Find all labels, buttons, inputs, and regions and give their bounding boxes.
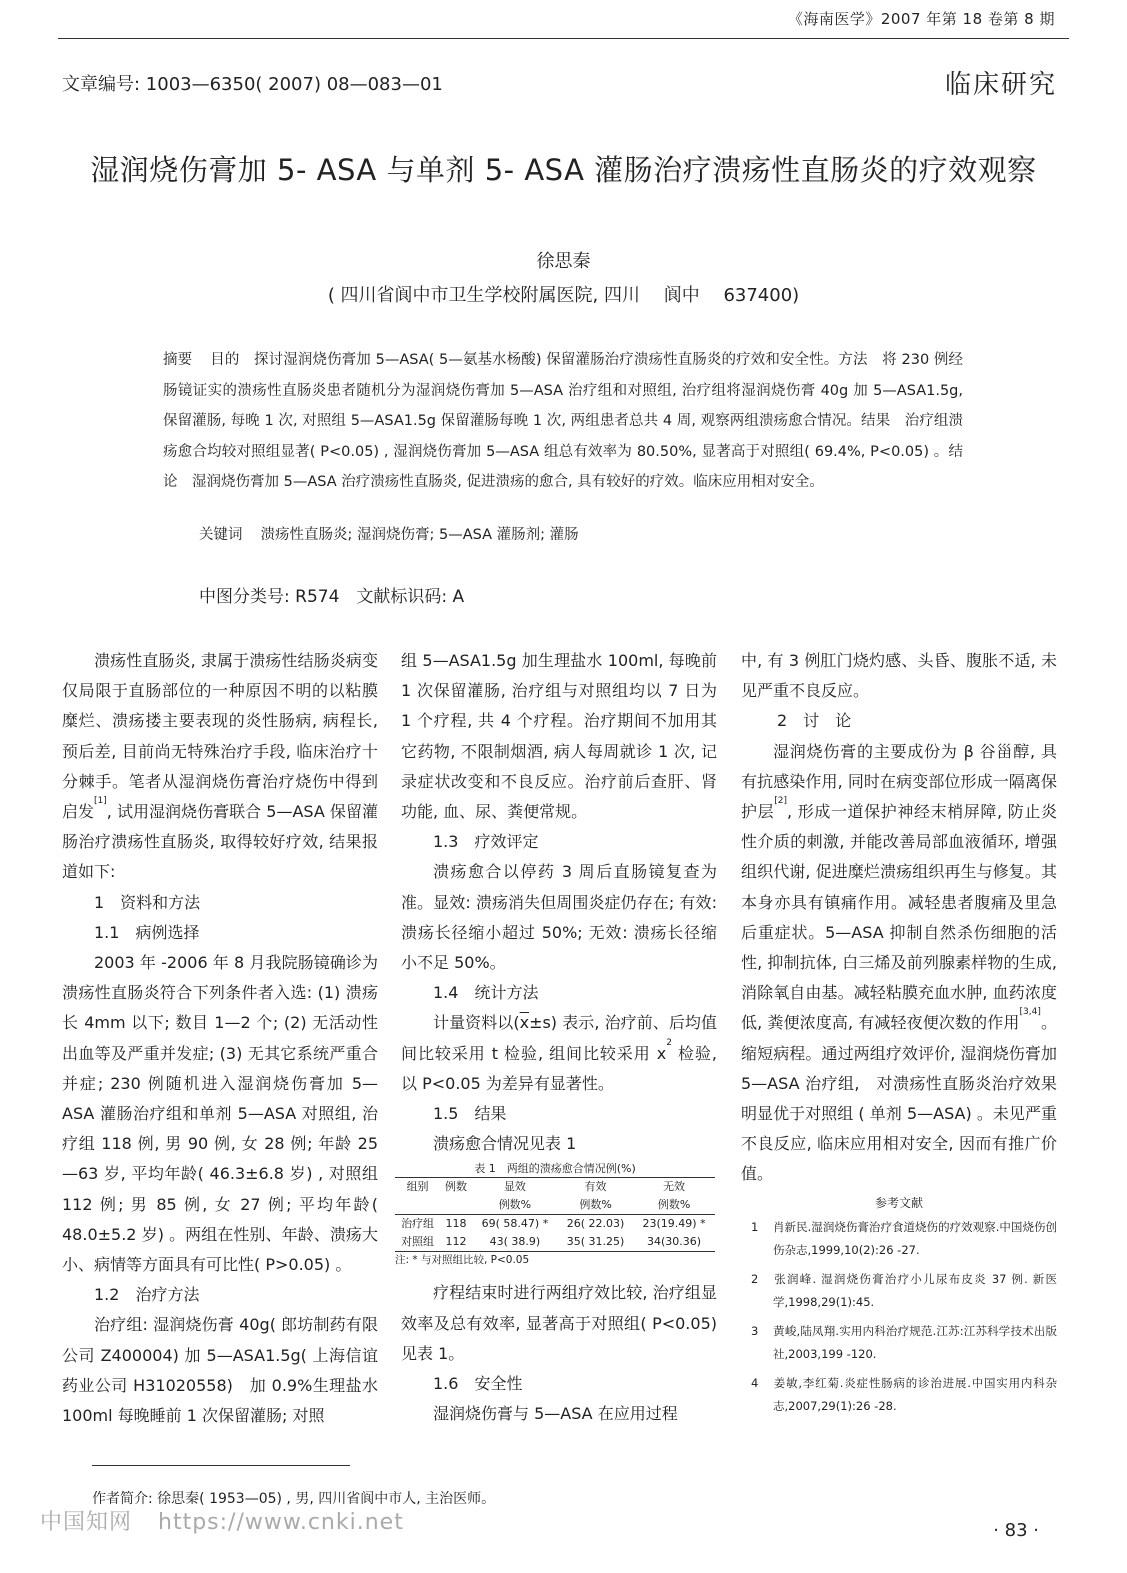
table-subheader: 例数% [558,1196,633,1215]
reference-item: 2 张润峰. 湿润烧伤膏治疗小儿尿布皮炎 37 例. 新医学,1998,29(1):45. [751,1271,1057,1309]
watermark-url[interactable]: https://www.cnki.net [158,1510,404,1535]
table-caption: 表 1 两组的溃疡愈合情况例(%) [474,1162,636,1176]
body-paragraph: 溃疡愈合情况见表 1 [433,1134,577,1154]
column-2 [395,646,717,1429]
body-paragraph: 溃疡愈合以停药 3 周后直肠镜复查为准。显效: 溃疡消失但周围炎症仍存在; 有效: 溃疡长径缩小超过 50%; 无效: 溃疡长径缩小不足 50%。 [401,862,717,973]
subsection-heading: 1.2 治疗方法 [94,1285,200,1305]
page-number: · 83 · [993,1520,1039,1541]
footnote-rule [92,1465,350,1466]
references-heading: 参考文献 [874,1195,923,1210]
section-heading: 2 讨 论 [777,711,852,731]
body-paragraph: 计量资料以$(\overline{x}\pm s)$ 表示, 治疗前、后均值间比较采用 t 检验, 组间比较采用 $x^2$ 检验, 以 P<0.05 为差异有显著性。 [401,1013,717,1093]
body-paragraph: 组 5—ASA1.5g 加生理盐水 100ml, 每晚前 1 次保留灌肠, 治疗组与对照组均以 7 日为 1 个疗程, 共 4 个疗程。治疗期间不加用其它药物, 不限制烟酒, 病人每周就诊 1 次, 记录症状改变和不良反应。治疗前后查肝、肾功能, 血、尿、粪便常规。 [401,651,717,822]
author-affiliation: ( 四川省阆中市卫生学校附属医院, 四川 阆中 637400) [327,285,800,306]
citation-ref[interactable]: [1] [94,796,107,807]
section-label: 临床研究 [944,70,1057,100]
keywords-label: 关键词 [199,527,243,543]
table-header: 组别 [395,1178,440,1197]
reference-item: 1 肖新民.湿润烧伤膏治疗食道烧伤的疗效观察.中国烧伤创伤杂志,1999,10(2):26 -27. [751,1219,1057,1257]
table-row: 治疗组 118 69( 58.47) * 26( 22.03) 23(19.49) * [401,1217,706,1231]
table-header: 显效 [472,1178,558,1197]
column-3 [741,646,1057,1424]
body-paragraph: 2003 年 -2006 年 8 月我院肠镜确诊为溃疡性直肠炎符合下列条件者入选: (1) 溃疡长 4mm 以下; 数目 1—2 个; (2) 无活动性出血等及严重并发症; (3) 无其它系统严重合并症; 230 例随机进入湿润烧伤膏加 5—ASA 灌肠治疗组和单剂 5—ASA 对照组, 治疗组 118 例, 男 90 例, 女 28 例; 年龄 25—63 岁, 平均年龄( 46.3±6.8 岁) , 对照组 112 例; 男 85 例, 女 27 例; 平均年龄( 48.0±5.2 岁) 。两组在性别、年龄、溃疡大小、病情等方面具有可比性( P>0.05) 。 [62,953,378,1275]
discussion-paragraph: 湿润烧伤膏的主要成份为 β 谷甾醇, 具有抗感染作用, 同时在病变部位形成一隔离保护层[2], 形成一道保护神经末梢屏障, 防止炎性介质的刺激, 并能改善局部血液循环, 增强组织代谢, 促进糜烂溃疡组织再生与修复。其本身亦具有镇痛作用。减轻患者腹痛及里急后重症状。5—ASA 抑制自然杀伤细胞的活性, 抑制抗体, 白三烯及前列腺素样物的生成, 消除氧自由基。减轻粘膜充血水肿, 血药浓度低, 粪便浓度高, 有减轻夜便次数的作用[3,4]。缩短病程。通过两组疗效评价, 湿润烧伤膏加 5—ASA 治疗组, 对溃疡性直肠炎治疗效果明显优于对照组 ( 单剂 5—ASA) 。未见严重不良反应, 临床应用相对安全, 因而有推广价值。 [741,741,1057,1184]
body-paragraph: 疗程结束时进行两组疗效比较, 治疗组显效率及总有效率, 显著高于对照组( P<0.05) 见表 1。 [401,1283,717,1363]
table-header: 有效 [558,1178,633,1197]
paper-title: 湿润烧伤膏加 5- ASA 与单剂 5- ASA 灌肠治疗溃疡性直肠炎的疗效观察 [90,153,1037,187]
table-header: 无效 [633,1178,715,1197]
table-header: 例数 [440,1178,472,1197]
table-subheader [440,1196,472,1215]
header-rule [58,38,1069,39]
subsection-heading: 1.5 结果 [433,1104,507,1124]
subsection-heading: 1.4 统计方法 [433,983,539,1003]
classification-codes: 中图分类号: R574 文献标识码: A [199,587,465,607]
abstract-text: 目的 探讨湿润烧伤膏加 5—ASA( 5—氨基水杨酸) 保留灌肠治疗溃疡性直肠炎的疗效和安全性。方法 将 230 例经肠镜证实的溃疡性直肠炎患者随机分为湿润烧伤膏加 5—ASA 治疗组和对照组, 治疗组将湿润烧伤膏 40g 加 5—ASA1.5g, 保留灌肠, 每晚 1 次, 对照组 5—ASA1.5g 保留灌肠每晚 1 次, 两组患者总共 4 周, 观察两组溃疡愈合情况。结果 治疗组溃疡愈合均较对照组显著( P<0.05) , 湿润烧伤膏加 5—ASA 组总有效率为 80.50%, 显著高于对照组( 69.4%, P<0.05) 。结论 湿润烧伤膏加 5—ASA 治疗溃疡性直肠炎, 促进溃疡的愈合, 具有较好的疗效。临床应用相对安全。 [163,352,964,490]
keywords-text: 溃疡性直肠炎; 湿润烧伤膏; 5—ASA 灌肠剂; 灌肠 [260,527,579,543]
journal-header: 《海南医学》2007 年第 18 卷第 8 期 [787,10,1055,28]
citation-ref[interactable]: [2] [774,796,787,807]
table-note: 注: * 与对照组比较, P<0.05 [395,1254,530,1267]
subsection-heading: 1.3 疗效评定 [433,832,539,852]
section-heading: 1 资料和方法 [94,892,201,912]
intro-paragraph: 溃疡性直肠炎, 隶属于溃疡性结肠炎病变仅局限于直肠部位的一种原因不明的以粘膜糜烂、溃疡搂主要表现的炎性肠病, 病程长, 预后差, 目前尚无特殊治疗手段, 临床治疗十分棘手。笔者从湿润烧伤膏治疗烧伤中得到启发[1], 试用湿润烧伤膏联合 5—ASA 保留灌肠治疗溃疡性直肠炎, 取得较好疗效, 结果报道如下: [62,651,378,882]
table-row: 对照组 112 43( 38.9) 35( 31.25) 34(30.36) [395,1233,715,1252]
column-1 [62,646,378,1431]
cnki-watermark: 中国知网 https://www.cnki.net [40,1510,404,1535]
reference-item: 3 黄峻,陆凤翔.实用内科治疗规范.江苏:江苏科学技术出版社,2003,199 -120. [751,1323,1057,1361]
table-subheader: 例数% [633,1196,715,1215]
abstract [163,345,963,498]
subsection-heading: 1.6 安全性 [433,1374,523,1394]
reference-item: 4 姜敏,李红菊.炎症性肠病的诊治进展.中国实用内科杂志,2007,29(1):26 -28. [751,1375,1057,1413]
table-subheader [395,1196,440,1215]
author-name: 徐思秦 [536,251,591,272]
subsection-heading: 1.1 病例选择 [94,922,200,942]
citation-ref[interactable]: [3,4] [1019,1007,1041,1018]
author-footnote: 作者简介: 徐思秦( 1953—05) , 男, 四川省阆中市人, 主治医师。 [92,1491,496,1507]
body-paragraph: 治疗组: 湿润烧伤膏 40g( 郎坊制药有限公司 Z400004) 加 5—ASA1.5g( 上海信谊药业公司 H31020558) 加 0.9%生理盐水 100ml 每晚睡前 1 次保留灌肠; 对照 [62,1315,378,1426]
results-table [395,1161,715,1252]
article-number: 文章编号: 1003—6350( 2007) 08—083—01 [62,74,443,95]
table-subheader: 例数% [472,1196,558,1215]
keywords [199,523,579,544]
body-paragraph: 中, 有 3 例肛门烧灼感、头昏、腹胀不适, 未见严重不良反应。 [741,651,1057,701]
body-paragraph: 湿润烧伤膏与 5—ASA 在应用过程 [433,1404,678,1424]
abstract-label: 摘要 [163,352,193,368]
